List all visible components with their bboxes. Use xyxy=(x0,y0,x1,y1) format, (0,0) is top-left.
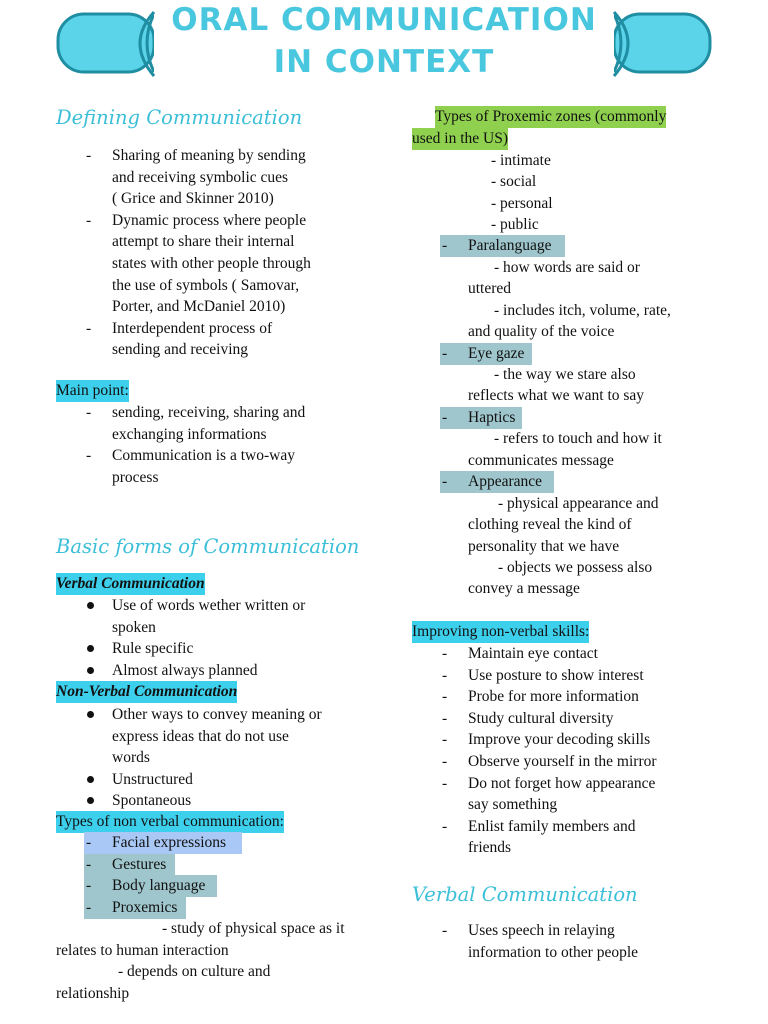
defining-item-line: the use of symbols ( Samovar, xyxy=(112,276,300,294)
dash-marker: - xyxy=(442,473,448,490)
bullet-marker xyxy=(87,667,94,674)
defining-item-line: sending and receiving xyxy=(112,341,249,359)
improving-item-line: Maintain eye contact xyxy=(468,645,598,662)
type-item-proxemics: Proxemics xyxy=(112,899,178,916)
appearance-desc: - objects we possess also xyxy=(498,559,653,576)
haptics-label: Haptics xyxy=(468,409,516,426)
verbal-use-item-line: information to other people xyxy=(468,943,639,961)
defining-item-line: Sharing of meaning by sending xyxy=(112,147,306,164)
proxemics-desc-line: - depends on culture and xyxy=(118,963,271,980)
nonverbal-item-line: Spontaneous xyxy=(112,792,192,810)
proxemic-zones-label: used in the US) xyxy=(412,128,508,150)
defining-item-line: states with other people through xyxy=(112,255,311,272)
defining-item-line: Dynamic process where people xyxy=(112,211,307,229)
dash-marker: - xyxy=(442,709,448,727)
zone-item: - intimate xyxy=(491,152,551,169)
improving-item-line: Do not forget how appearance xyxy=(468,774,656,792)
verbal-item-line: spoken xyxy=(112,618,156,636)
zone-item: - social xyxy=(491,173,537,190)
main-point-label: Main point: xyxy=(56,380,129,402)
section-heading-basic-forms: Basic forms of Communication xyxy=(56,535,360,558)
nonverbal-item-line: Other ways to convey meaning or xyxy=(112,706,322,723)
paralanguage-desc: - includes itch, volume, rate, xyxy=(494,302,671,319)
proxemics-desc-line: relationship xyxy=(56,985,130,1002)
improving-item-line: Observe yourself in the mirror xyxy=(468,753,657,770)
dash-marker: - xyxy=(442,753,448,770)
verbal-communication-label: Verbal Communication xyxy=(56,573,205,595)
bullet-marker xyxy=(87,645,94,652)
nonverbal-item-line: Unstructured xyxy=(112,770,193,788)
type-item-body-language: Body language xyxy=(112,877,206,894)
main-point-item-line: exchanging informations xyxy=(112,425,267,443)
dash-marker: - xyxy=(86,147,92,164)
dash-marker: - xyxy=(86,856,92,873)
improving-item-line: Enlist family members and xyxy=(468,817,636,835)
type-item-gestures: Gestures xyxy=(112,856,167,873)
improving-item-line: Use posture to show interest xyxy=(468,666,644,684)
main-point-item-line: process xyxy=(112,468,159,486)
main-point-item-line: sending, receiving, sharing and xyxy=(112,404,306,421)
bullet-marker xyxy=(87,602,94,609)
bullet-marker xyxy=(87,797,94,804)
types-nonverbal-label: Types of non verbal communication: xyxy=(56,811,284,833)
verbal-use-item-line: Uses speech in relaying xyxy=(468,922,615,939)
dash-marker: - xyxy=(86,899,92,916)
dash-marker: - xyxy=(86,404,92,421)
nonverbal-item-line: express ideas that do not use xyxy=(112,727,289,745)
appearance-desc: personality that we have xyxy=(468,538,620,555)
dash-marker: - xyxy=(442,666,448,684)
defining-item-line: Interdependent process of xyxy=(112,319,273,337)
zone-item: - personal xyxy=(491,195,553,212)
defining-item-line: Porter, and McDaniel 2010) xyxy=(112,298,286,316)
appearance-desc: clothing reveal the kind of xyxy=(468,516,632,533)
eye-gaze-desc: - the way we stare also xyxy=(494,366,636,383)
eye-gaze-desc: reflects what we want to say xyxy=(468,387,645,404)
dash-marker: - xyxy=(86,877,92,894)
proxemics-desc-line: relates to human interaction xyxy=(56,942,229,959)
paralanguage-desc: uttered xyxy=(468,280,512,297)
haptics-desc: communicates message xyxy=(468,452,614,469)
section-heading-verbal-communication: Verbal Communication xyxy=(412,883,638,906)
defining-item-line: attempt to share their internal xyxy=(112,233,295,251)
main-point-item-line: Communication is a two-way xyxy=(112,447,295,465)
dash-marker: - xyxy=(86,447,92,465)
dash-marker: - xyxy=(442,237,448,254)
dash-marker: - xyxy=(442,645,448,662)
paralanguage-label: Paralanguage xyxy=(468,237,552,254)
improving-item-line: Improve your decoding skills xyxy=(468,731,651,749)
bullet-marker xyxy=(87,711,94,718)
dash-marker: - xyxy=(442,688,448,706)
appearance-desc: convey a message xyxy=(468,580,580,597)
type-item-facial: Facial expressions xyxy=(112,834,227,851)
banner-title-line1: ORAL COMMUNICATION xyxy=(171,2,597,38)
dash-marker: - xyxy=(442,817,448,835)
paralanguage-desc: - how words are said or xyxy=(494,259,640,276)
paralanguage-desc: and quality of the voice xyxy=(468,323,615,340)
proxemics-desc-line: - study of physical space as it xyxy=(162,920,345,937)
defining-item-line: and receiving symbolic cues xyxy=(112,168,289,186)
appearance-desc: - physical appearance and xyxy=(498,495,659,512)
dash-marker: - xyxy=(86,319,92,337)
banner-title-line2: IN CONTEXT xyxy=(273,44,495,80)
verbal-item-line: Rule specific xyxy=(112,640,194,658)
dash-marker: - xyxy=(442,409,448,426)
improving-item-line: say something xyxy=(468,796,558,814)
dash-marker: - xyxy=(442,345,448,362)
nonverbal-communication-label: Non-Verbal Communication xyxy=(56,681,237,703)
defining-item-line: ( Grice and Skinner 2010) xyxy=(112,190,274,208)
dash-marker: - xyxy=(86,211,92,229)
zone-item: - public xyxy=(491,216,539,233)
appearance-label: Appearance xyxy=(468,473,543,490)
bullet-marker xyxy=(87,776,94,783)
verbal-item-line: Almost always planned xyxy=(112,661,258,679)
section-heading-defining: Defining Communication xyxy=(56,106,303,129)
dash-marker: - xyxy=(442,731,448,749)
dash-marker: - xyxy=(442,774,448,792)
improving-item-line: friends xyxy=(468,839,512,857)
dash-marker: - xyxy=(86,834,92,851)
verbal-item-line: Use of words wether written or xyxy=(112,597,306,614)
haptics-desc: - refers to touch and how it xyxy=(494,430,662,447)
improving-nonverbal-label: Improving non-verbal skills: xyxy=(412,621,589,643)
eye-gaze-label: Eye gaze xyxy=(468,345,525,362)
nonverbal-item-line: words xyxy=(112,749,150,767)
proxemic-zones-label: Types of Proxemic zones (commonly xyxy=(435,106,666,128)
improving-item-line: Study cultural diversity xyxy=(468,709,614,727)
dash-marker: - xyxy=(442,922,448,939)
improving-item-line: Probe for more information xyxy=(468,688,639,706)
